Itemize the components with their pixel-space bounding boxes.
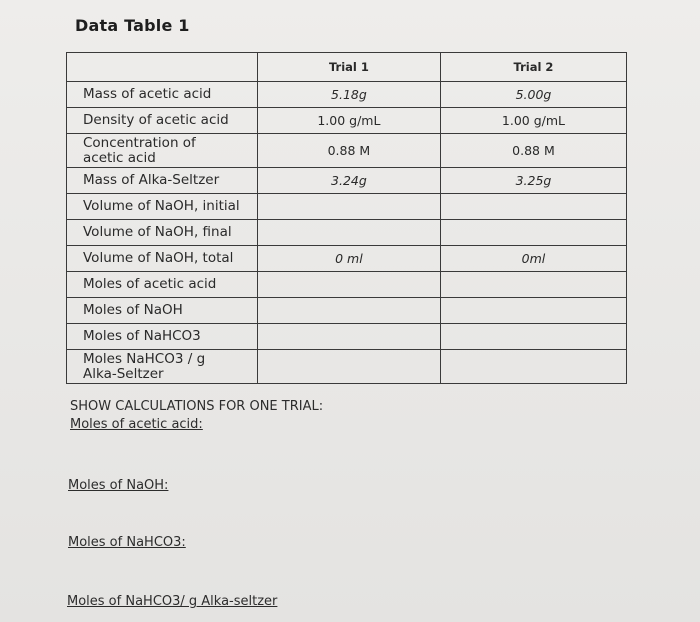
row-label: Moles of NaHCO3 — [67, 324, 258, 350]
trial-2-value: 5.00g — [440, 82, 626, 108]
trial-2-value — [440, 324, 626, 350]
trial-2-value: 1.00 g/mL — [440, 108, 626, 134]
table-row — [67, 134, 627, 168]
row-label: Volume of NaOH, total — [67, 246, 258, 272]
trial-1-value: 5.18g — [257, 82, 440, 108]
row-label: Moles of acetic acid — [67, 272, 258, 298]
row-label: Volume of NaOH, final — [67, 220, 258, 246]
trial-2-value: 3.25g — [440, 168, 626, 194]
table-row — [67, 350, 627, 384]
trial-1-value — [257, 220, 440, 246]
trial-2-value — [440, 220, 626, 246]
calc-moles-naoh: Moles of NaOH: — [68, 478, 169, 493]
trial-1-value: 1.00 g/mL — [257, 108, 440, 134]
trial-1-value — [257, 324, 440, 350]
table-header-row — [67, 53, 627, 82]
row-label: Moles of NaOH — [67, 298, 258, 324]
row-label: Volume of NaOH, initial — [67, 194, 258, 220]
table-row — [67, 194, 627, 220]
trial-2-value: 0.88 M — [440, 134, 626, 168]
row-label: Mass of acetic acid — [67, 82, 258, 108]
table-row — [67, 298, 627, 324]
table-row — [67, 108, 627, 134]
trial-1-value — [257, 350, 440, 384]
trial-2-value — [440, 350, 626, 384]
header-cell-blank — [67, 53, 258, 82]
row-label: Concentration of acetic acid — [67, 134, 258, 168]
row-label: Mass of Alka-Seltzer — [67, 168, 258, 194]
row-label: Moles NaHCO3 / g Alka-Seltzer — [67, 350, 258, 384]
calc-moles-acetic-acid: Moles of acetic acid: — [70, 417, 203, 432]
table-row — [67, 82, 627, 108]
page-title: Data Table 1 — [75, 16, 190, 35]
calculations-heading: SHOW CALCULATIONS FOR ONE TRIAL: — [70, 399, 324, 414]
trial-2-value — [440, 298, 626, 324]
trial-1-value: 0.88 M — [257, 134, 440, 168]
table-row — [67, 272, 627, 298]
data-table — [66, 52, 627, 384]
header-cell-trial-2: Trial 2 — [440, 53, 626, 82]
table-row — [67, 324, 627, 350]
table-row — [67, 220, 627, 246]
trial-1-value: 3.24g — [257, 168, 440, 194]
table-row — [67, 168, 627, 194]
trial-1-value — [257, 298, 440, 324]
calc-moles-nahco3-per-gram: Moles of NaHCO3/ g Alka-seltzer — [67, 594, 278, 609]
calc-moles-nahco3: Moles of NaHCO3: — [68, 535, 186, 550]
trial-2-value — [440, 272, 626, 298]
trial-1-value: 0 ml — [257, 246, 440, 272]
trial-2-value — [440, 194, 626, 220]
trial-1-value — [257, 194, 440, 220]
row-label: Density of acetic acid — [67, 108, 258, 134]
table-row — [67, 246, 627, 272]
trial-2-value: 0ml — [440, 246, 626, 272]
header-cell-trial-1: Trial 1 — [257, 53, 440, 82]
trial-1-value — [257, 272, 440, 298]
